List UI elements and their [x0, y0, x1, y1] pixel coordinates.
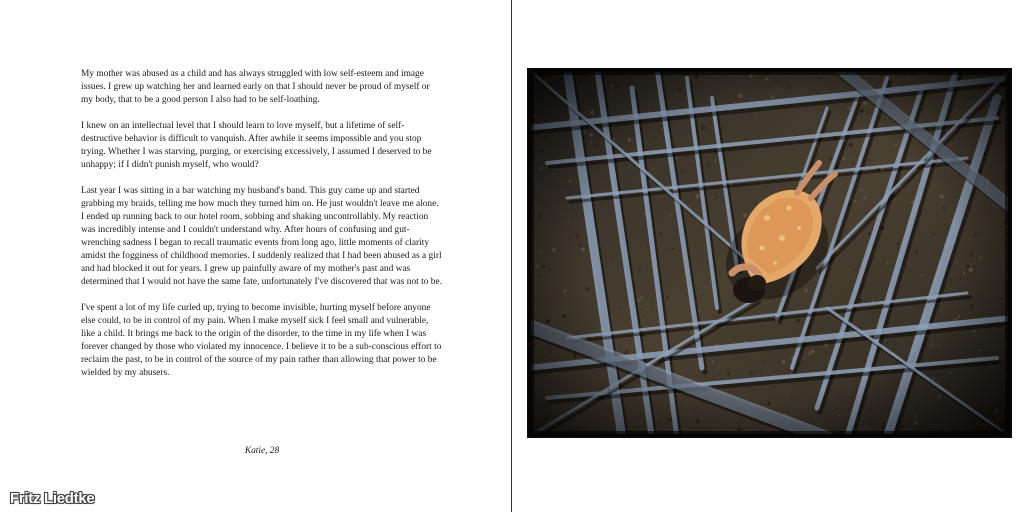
paragraph-1: My mother was abused as a child and has always struggled with low self-esteem and image issues. I grew up watching her and learned early on that I should never be proud of myself or my body, that to be a good person I also had to be self-loathing.: [81, 69, 430, 105]
author-signature: Katie, 28: [244, 446, 280, 456]
photographer-watermark: Fritz Liedtke: [10, 490, 95, 507]
left-page: [0, 0, 511, 512]
right-page: [512, 0, 1024, 512]
photo-illustration: [527, 68, 1012, 438]
essay-text: [81, 68, 443, 393]
paragraph-4: I've spent a lot of my life curled up, trying to become invisible, hurting myself before anyone else could, to be in control of my pain. When I make myself sick I feel small and vulnerable, like a child. It brings me back to the origin of the disorder, to the time in my life when I was forever changed by those who violated my innocence. I believe it to be a sub-conscious effort to reclaim the past, to be in control of the source of my pain rather than allowing that power to be wielded by my abusers.: [81, 303, 442, 378]
paragraph-3: Last year I was sitting in a bar watching my husband's band. This guy came up and started grabbing my braids, telling me how much they turned him on. He just wouldn't leave me alone. I ended up running back to our hotel room, sobbing and shaking uncontrollably. My reaction was incredibly intense and I couldn't understand why. After hours of confusing and gut-wrenching sadness I began to recall traumatic events from long ago, little moments of clarity amidst the fogginess of childhood memories. I suddenly realized that I had been abused as a girl and had blocked it out for years. I grew up painfully aware of my mother's past and was determined that I would not have the same fate, unfortunately I've discovered that was not to be.: [81, 186, 442, 287]
paragraph-2: I knew on an intellectual level that I should learn to love myself, but a lifetime of self-destructive behavior is difficult to vanquish. After awhile it seems impossible and you stop trying. Whether I was starving, purging, or exercising excessively, I assumed I deserved to be unhappy; if I didn't punish myself, who would?: [81, 121, 432, 170]
photograph: [527, 68, 1012, 438]
